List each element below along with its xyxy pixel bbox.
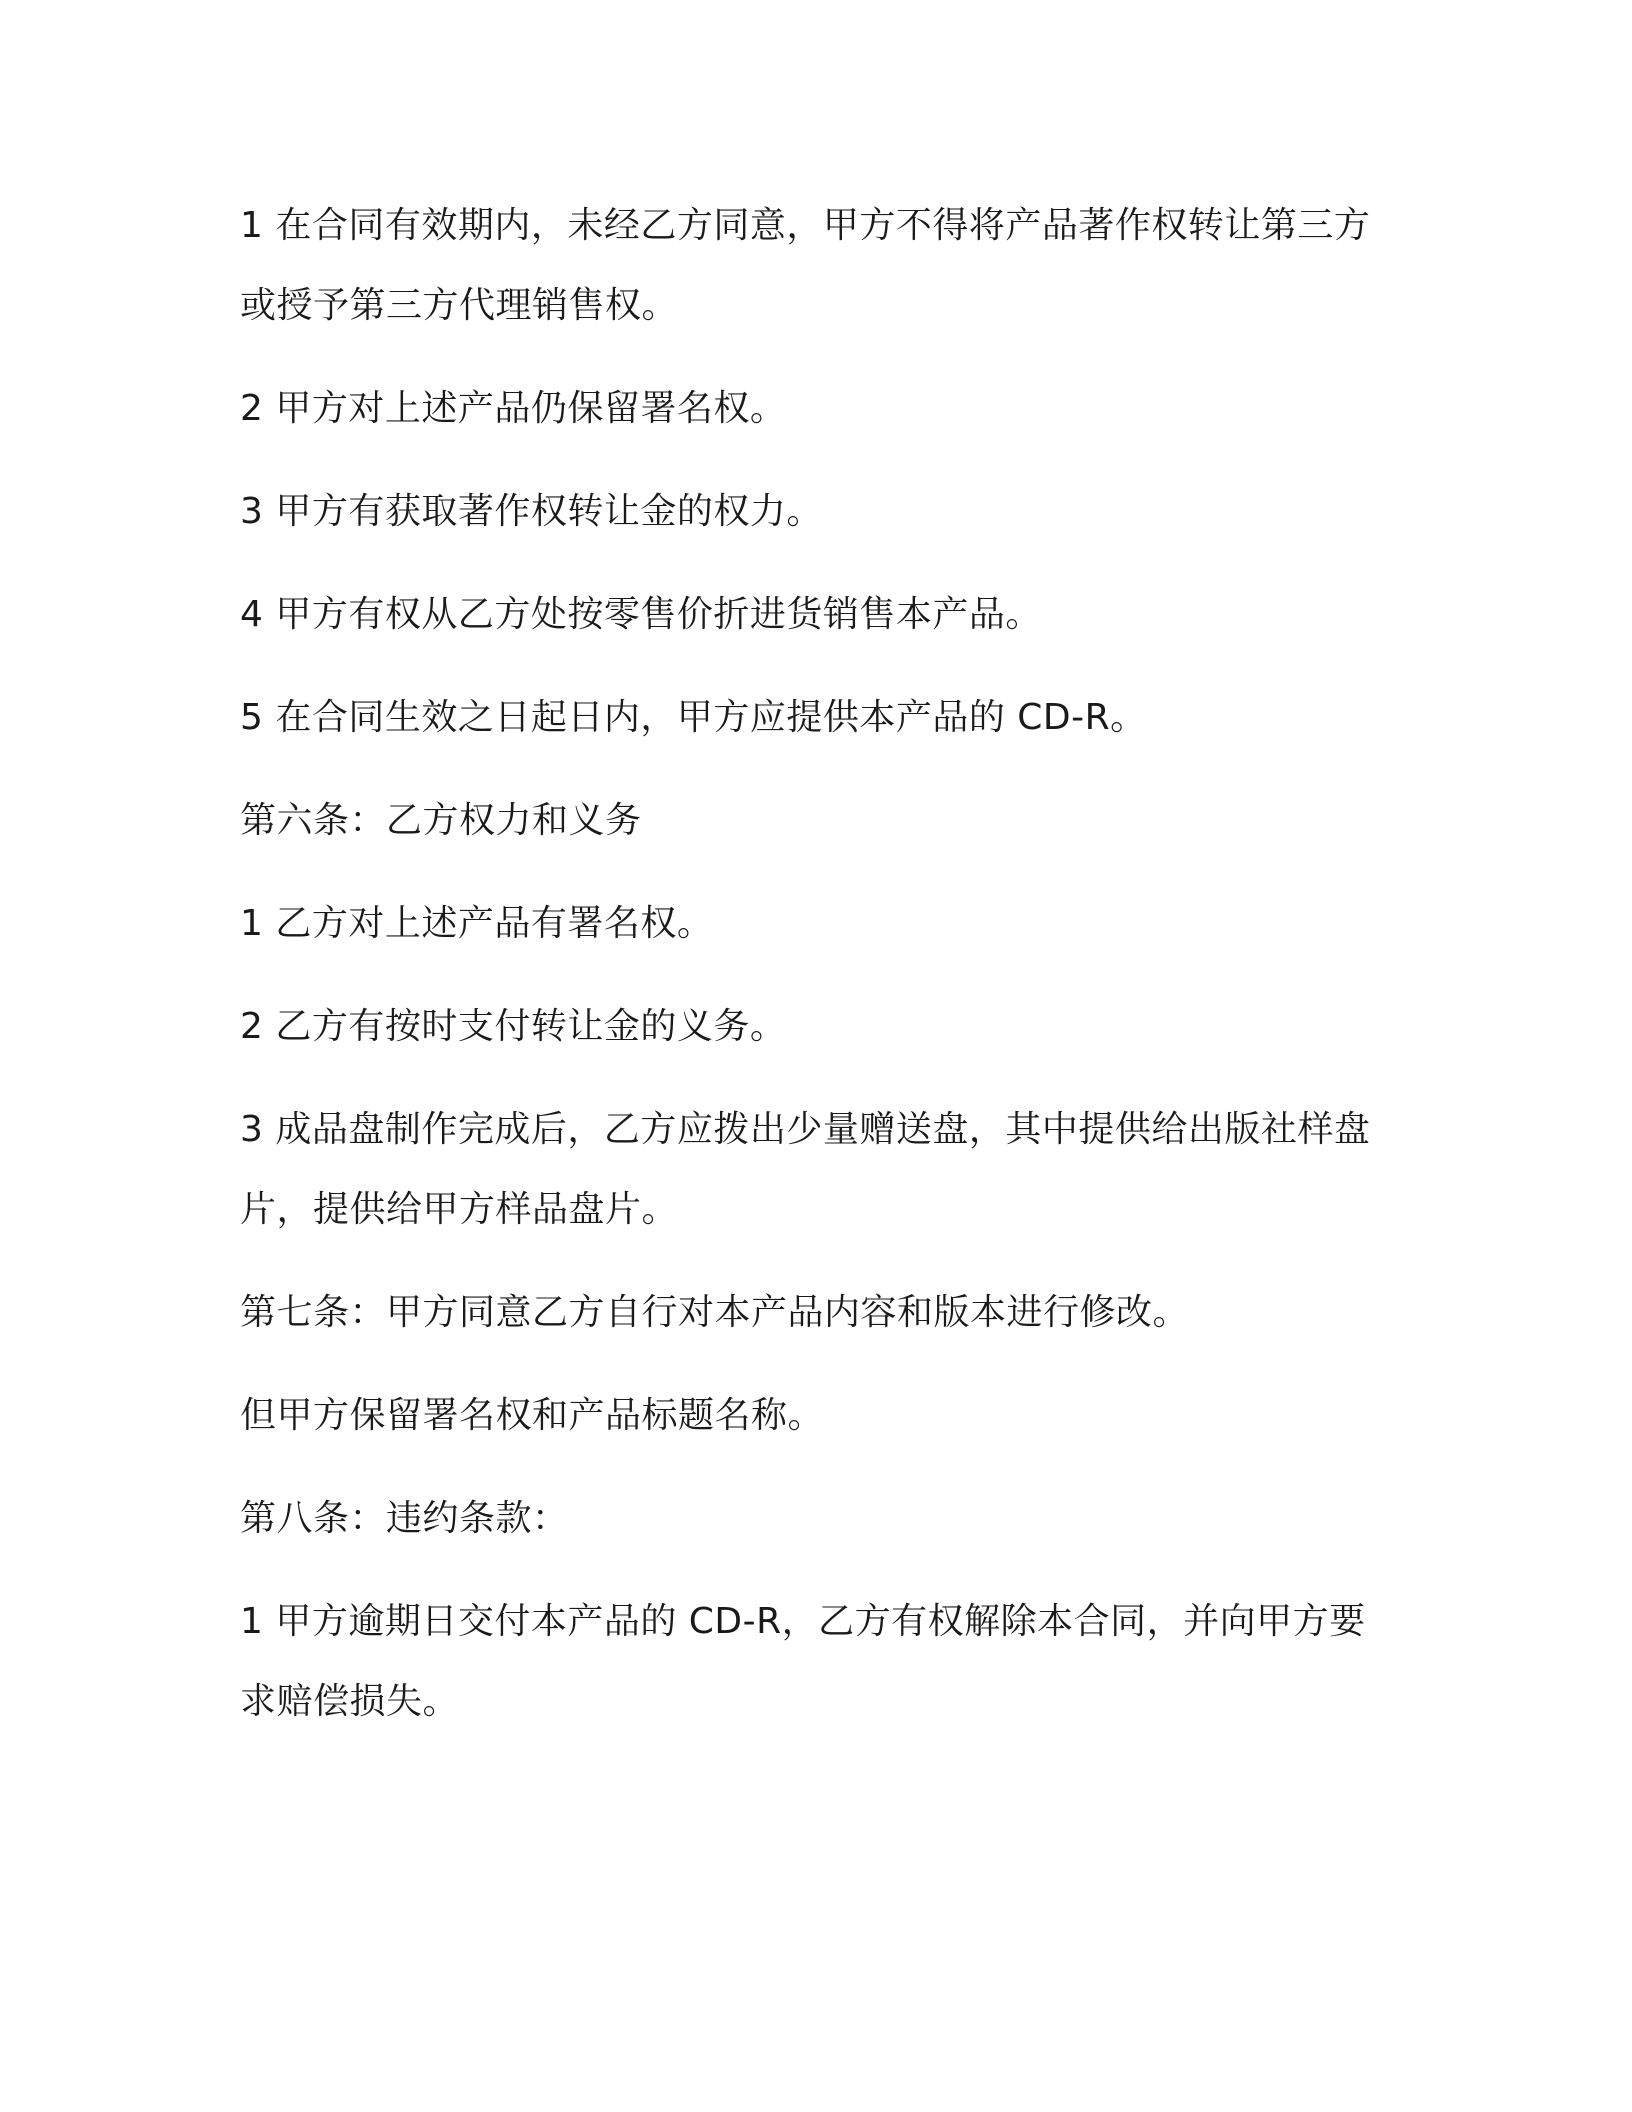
clause-party-b-attribution: 1 乙方对上述产品有署名权。	[240, 903, 714, 944]
clause-party-a-fee-right: 3 甲方有获取著作权转让金的权力。	[240, 491, 823, 532]
clause-title-retention: 但甲方保留署名权和产品标题名称。	[240, 1395, 825, 1436]
clause-party-b-payment: 2 乙方有按时支付转让金的义务。	[240, 1006, 787, 1047]
clause-sample-discs: 3 成品盘制作完成后，乙方应拨出少量赠送盘，其中提供给出版社样盘片，提供给甲方样品盘片。	[240, 1109, 1371, 1230]
article-eight-heading: 第八条：违约条款：	[240, 1498, 569, 1539]
article-six-heading: 第六条：乙方权力和义务	[240, 800, 642, 841]
clause-cdr-delivery: 5 在合同生效之日起日内，甲方应提供本产品的 CD-R。	[240, 697, 1147, 738]
clause-late-delivery: 1 甲方逾期日交付本产品的 CD-R，乙方有权解除本合同，并向甲方要求赔偿损失。	[240, 1601, 1366, 1722]
clause-party-a-purchase-right: 4 甲方有权从乙方处按零售价折进货销售本产品。	[240, 594, 1042, 635]
clause-party-a-attribution: 2 甲方对上述产品仍保留署名权。	[240, 388, 787, 429]
article-seven-heading: 第七条：甲方同意乙方自行对本产品内容和版本进行修改。	[240, 1292, 1190, 1333]
clause-transfer-restriction: 1 在合同有效期内，未经乙方同意，甲方不得将产品著作权转让第三方或授予第三方代理销售权。	[240, 205, 1371, 326]
document-body	[240, 186, 1400, 1765]
